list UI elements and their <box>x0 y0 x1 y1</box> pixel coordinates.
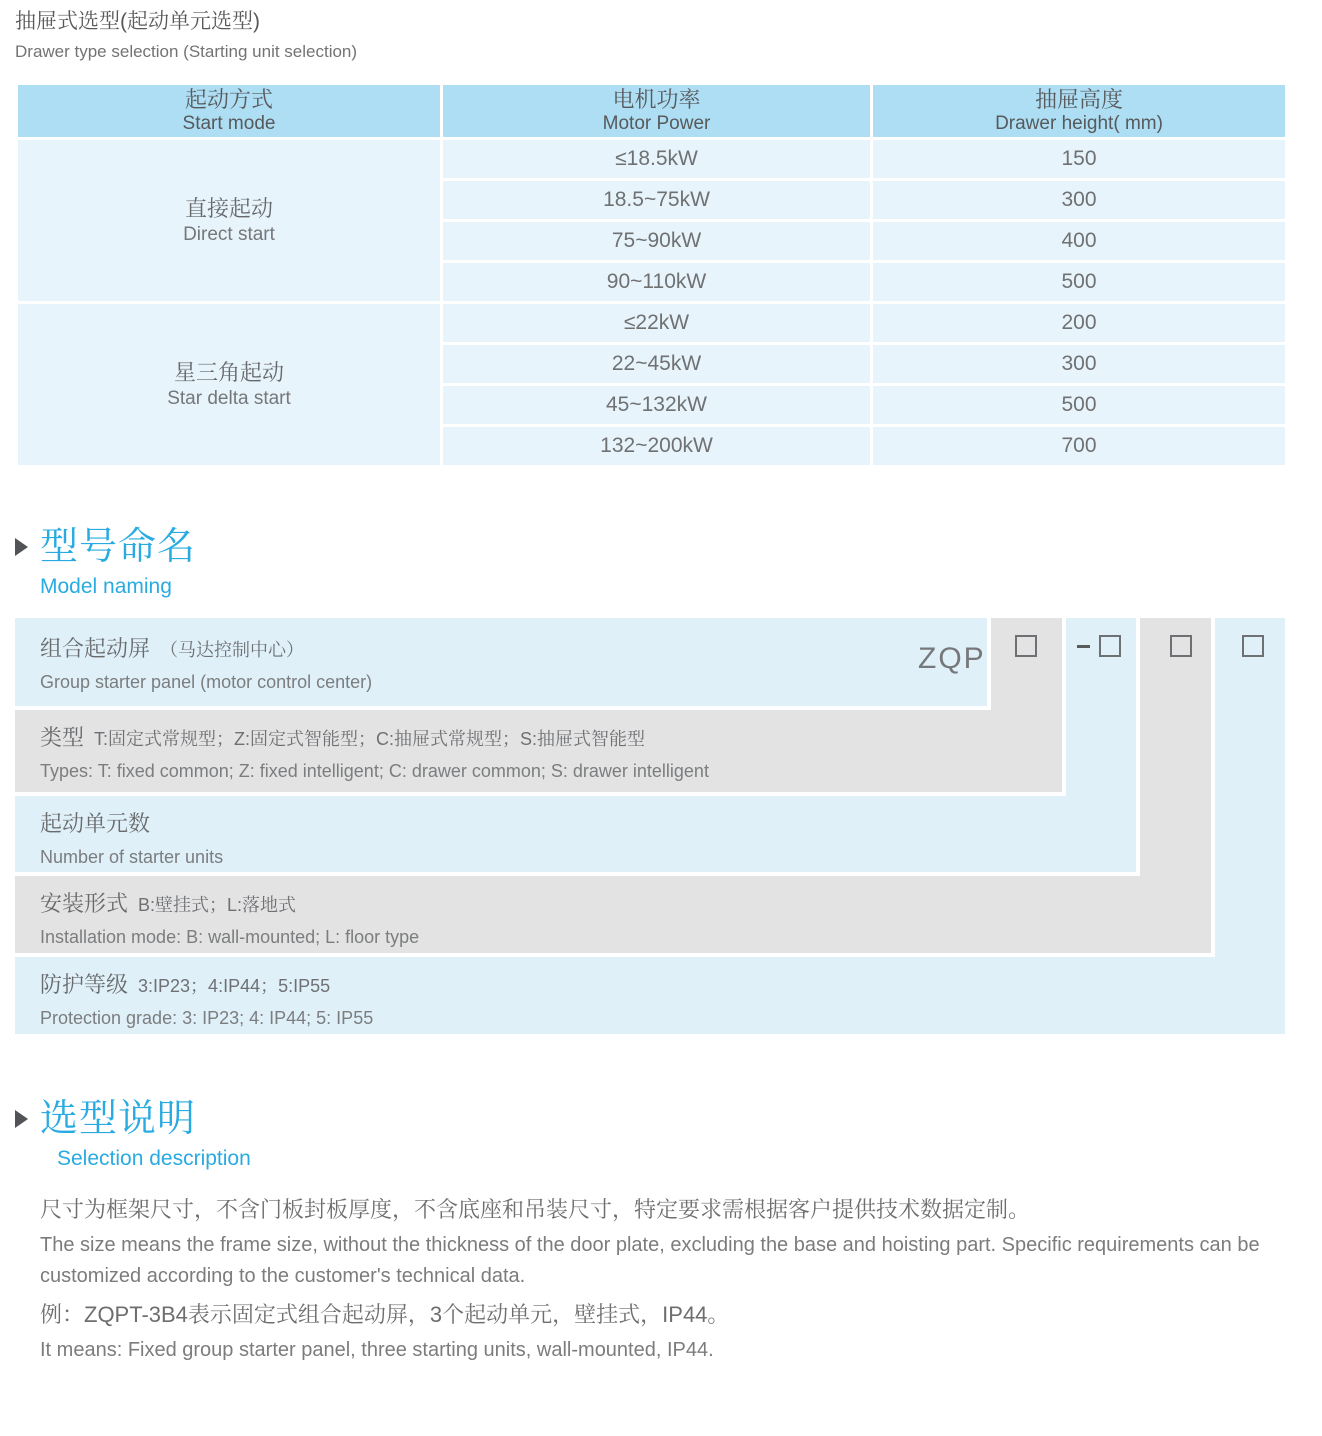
drawer-height-cell: 500 <box>873 263 1285 301</box>
motor-power-cell: ≤18.5kW <box>443 140 870 178</box>
section-title-en: Selection description <box>57 1147 251 1170</box>
motor-power-cell: ≤22kW <box>443 304 870 342</box>
description-line-zh: 尺寸为框架尺寸，不含门板封板厚度，不含底座和吊装尺寸，特定要求需根据客户提供技术数据定制。 <box>40 1197 1031 1222</box>
row-label-en: Installation mode: B: wall-mounted; L: floor type <box>40 927 420 947</box>
selection-description-body <box>40 1194 1290 1366</box>
drawer-height-cell: 400 <box>873 222 1285 260</box>
section-title-zh: 型号命名 <box>40 526 197 568</box>
row-note-zh: T:固定式常规型；Z:固定式智能型；C:抽屉式常规型；S:抽屉式智能型 <box>94 729 646 749</box>
col-header-motor-power: 电机功率 Motor Power <box>443 85 870 137</box>
model-code-box-units <box>1099 635 1121 657</box>
row-label-en: Number of starter units <box>40 847 224 867</box>
section-arrow-icon <box>15 538 28 556</box>
example-line-zh: 例：ZQPT-3B4表示固定式组合起动屏，3个起动单元，壁挂式，IP44。 <box>40 1302 730 1327</box>
model-code-prefix: ZQP <box>918 642 986 675</box>
model-code-dash <box>1077 645 1090 648</box>
model-row-type <box>15 710 1062 792</box>
mode-cell-star-delta: 星三角起动 Star delta start <box>18 304 440 465</box>
section-title-zh: 选型说明 <box>40 1098 197 1140</box>
doc-header <box>0 0 1322 64</box>
drawer-height-cell: 700 <box>873 427 1285 465</box>
model-row-starter-units <box>15 796 1136 872</box>
row-label-en: Group starter panel (motor control center) <box>40 672 373 692</box>
row-note-zh: （马达控制中心） <box>160 640 305 660</box>
motor-power-cell: 45~132kW <box>443 386 870 424</box>
col-header-start-mode: 起动方式 Start mode <box>18 85 440 137</box>
row-label-zh: 组合起动屏 <box>40 636 151 661</box>
motor-power-cell: 22~45kW <box>443 345 870 383</box>
doc-title-en: Drawer type selection (Starting unit selection) <box>15 42 358 61</box>
row-label-zh: 安装形式 <box>40 891 129 916</box>
doc-title-zh: 抽屉式选型(起动单元选型) <box>15 10 260 33</box>
col-header-drawer-height: 抽屉高度 Drawer height( mm) <box>873 85 1285 137</box>
row-note-zh: 3:IP23；4:IP44；5:IP55 <box>138 976 331 996</box>
motor-power-cell: 90~110kW <box>443 263 870 301</box>
model-code-box-protection <box>1242 635 1264 657</box>
mode-cell-direct-start: 直接起动 Direct start <box>18 140 440 301</box>
drawer-selection-table <box>15 82 1288 468</box>
selection-description-section-heading <box>15 1096 1322 1172</box>
model-row-group-starter-panel <box>15 618 987 706</box>
model-row-protection-grade <box>15 957 1285 1034</box>
table-row <box>18 140 1285 178</box>
section-title-en: Model naming <box>40 575 172 598</box>
model-naming-diagram <box>15 618 1285 1038</box>
table-header-row <box>18 85 1285 137</box>
drawer-height-cell: 150 <box>873 140 1285 178</box>
row-label-zh: 防护等级 <box>40 972 129 997</box>
description-line-en: The size means the frame size, without the thickness of the door plate, excluding the base and hoisting part. Specific requirements can be customized according to the customer's technical data. <box>40 1234 1260 1287</box>
motor-power-cell: 75~90kW <box>443 222 870 260</box>
example-line-en: It means: Fixed group starter panel, three starting units, wall-mounted, IP44. <box>40 1339 714 1361</box>
row-label-zh: 起动单元数 <box>40 811 151 836</box>
motor-power-cell: 132~200kW <box>443 427 870 465</box>
drawer-height-cell: 200 <box>873 304 1285 342</box>
row-label-zh: 类型 <box>40 725 85 750</box>
model-row-installation-mode <box>15 876 1211 953</box>
table-row <box>18 304 1285 342</box>
row-label-en: Types: T: fixed common; Z: fixed intelligent; C: drawer common; S: drawer intelligent <box>40 761 709 781</box>
drawer-height-cell: 300 <box>873 345 1285 383</box>
drawer-height-cell: 300 <box>873 181 1285 219</box>
drawer-height-cell: 500 <box>873 386 1285 424</box>
model-code-box-type <box>1015 635 1037 657</box>
motor-power-cell: 18.5~75kW <box>443 181 870 219</box>
section-arrow-icon <box>15 1110 28 1128</box>
row-note-zh: B:壁挂式；L:落地式 <box>138 895 297 915</box>
model-naming-section-heading <box>15 524 1322 600</box>
model-code-box-installation <box>1170 635 1192 657</box>
row-label-en: Protection grade: 3: IP23; 4: IP44; 5: IP55 <box>40 1008 374 1028</box>
